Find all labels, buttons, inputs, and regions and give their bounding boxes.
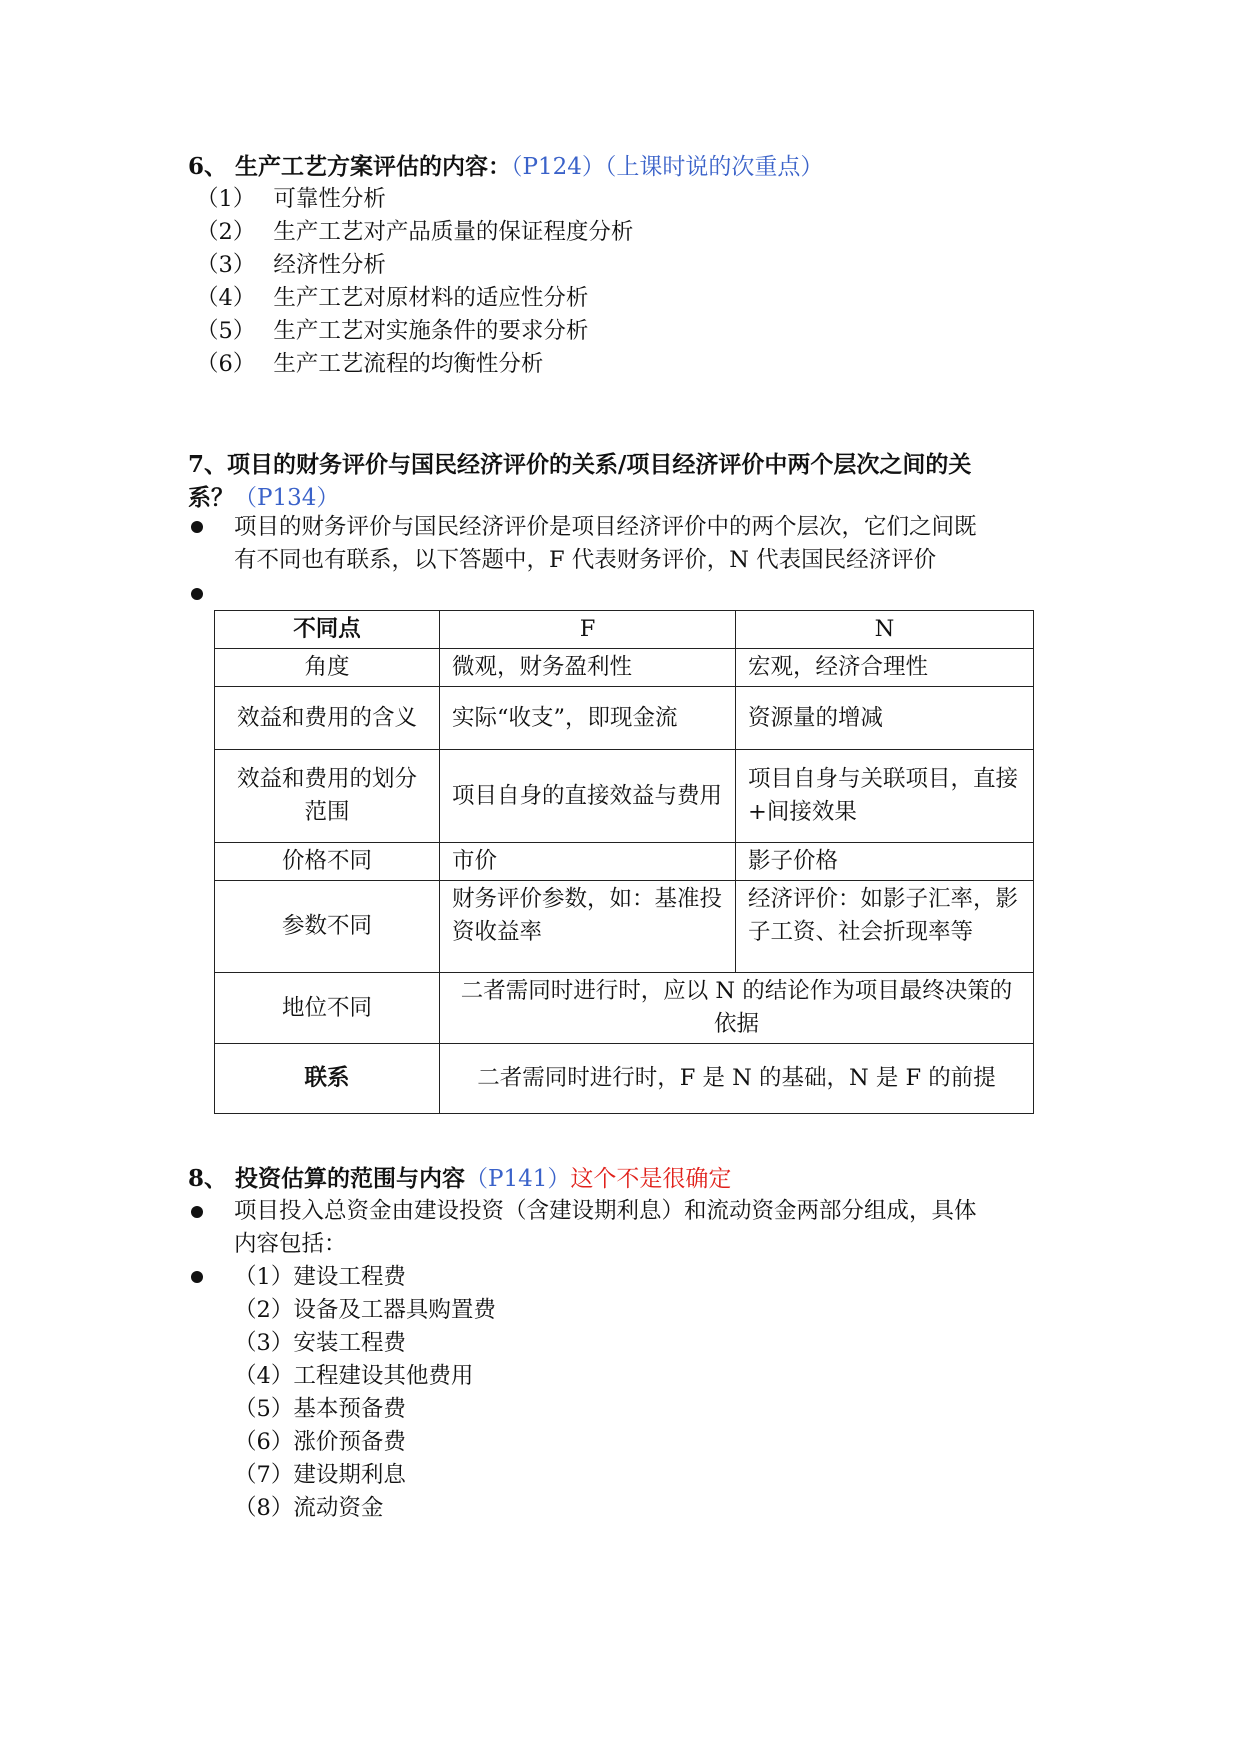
table-header-cell: F (440, 611, 736, 649)
table-cell: 二者需同时进行时，F 是 N 的基础，N 是 F 的前提 (440, 1044, 1034, 1114)
comparison-table (214, 610, 1034, 1114)
table-row (215, 881, 1034, 973)
bullet-icon (191, 1271, 203, 1283)
table-cell: 微观，财务盈利性 (440, 649, 736, 687)
list-item: （4）工程建设其他费用 (234, 1363, 474, 1389)
list-item: （8）流动资金 (234, 1495, 384, 1521)
table-cell: 效益和费用的划分范围 (215, 750, 440, 843)
bullet-icon (191, 588, 203, 600)
section-7-bullet-text-line2: 有不同也有联系，以下答题中，F 代表财务评价，N 代表国民经济评价 (234, 547, 937, 573)
section-8-note: 这个不是很确定 (570, 1166, 732, 1192)
table-cell: 地位不同 (215, 973, 440, 1044)
table-row (215, 843, 1034, 881)
table-cell: 项目自身的直接效益与费用 (440, 750, 736, 843)
section-8-reference: （P141） (465, 1166, 571, 1192)
list-item: （3）安装工程费 (234, 1330, 406, 1356)
list-item: （2）设备及工器具购置费 (234, 1297, 496, 1323)
section-8-heading (188, 1162, 731, 1196)
section-7-bullet-text-line1: 项目的财务评价与国民经济评价是项目经济评价中的两个层次，它们之间既 (234, 514, 977, 540)
list-item: （7）建设期利息 (234, 1462, 406, 1488)
table-cell: 财务评价参数，如：基准投资收益率 (440, 881, 736, 973)
table-row (215, 750, 1034, 843)
table-cell: 二者需同时进行时，应以 N 的结论作为项目最终决策的依据 (440, 973, 1034, 1044)
section-6-title: 6、 生产工艺方案评估的内容： (188, 153, 512, 180)
list-item: （5） 生产工艺对实施条件的要求分析 (196, 318, 589, 344)
list-item: （6）涨价预备费 (234, 1429, 406, 1455)
section-8-bullet-text-line2: 内容包括： (234, 1231, 347, 1257)
table-cell: 参数不同 (215, 881, 440, 973)
section-8-bullet-text-line1: 项目投入总资金由建设投资（含建设期利息）和流动资金两部分组成，具体 (234, 1198, 977, 1224)
table-cell: 项目自身与关联项目，直接+间接效果 (736, 750, 1034, 843)
table-header-cell: 不同点 (215, 611, 440, 649)
table-cell: 宏观，经济合理性 (736, 649, 1034, 687)
section-6-reference: （P124）（上课时说的次重点） (511, 154, 824, 180)
table-cell: 联系 (215, 1044, 440, 1114)
table-row (215, 1044, 1034, 1114)
bullet-icon (191, 521, 203, 533)
table-cell: 资源量的增减 (736, 687, 1034, 750)
section-7-reference: （P134） (234, 485, 340, 511)
list-item: （6） 生产工艺流程的均衡性分析 (196, 351, 544, 377)
list-item: （1） 可靠性分析 (196, 186, 386, 212)
bullet-icon (191, 1206, 203, 1218)
table-cell: 经济评价：如影子汇率，影子工资、社会折现率等 (736, 881, 1034, 973)
list-item: （4） 生产工艺对原材料的适应性分析 (196, 285, 589, 311)
table-cell: 影子价格 (736, 843, 1034, 881)
section-7-title-line1: 7、项目的财务评价与国民经济评价的关系/项目经济评价中两个层次之间的关 (188, 451, 972, 478)
table-row (215, 687, 1034, 750)
section-8-title: 8、 投资估算的范围与内容 (188, 1165, 466, 1192)
section-6-heading (188, 150, 823, 184)
table-row (215, 973, 1034, 1044)
list-item: （5）基本预备费 (234, 1396, 406, 1422)
section-7-title-line2: 系？ (188, 484, 234, 511)
table-cell: 实际“收支”，即现金流 (440, 687, 736, 750)
list-item: （2） 生产工艺对产品质量的保证程度分析 (196, 219, 634, 245)
table-cell: 市价 (440, 843, 736, 881)
table-header-cell: N (736, 611, 1034, 649)
table-header-row (215, 611, 1034, 649)
table-row (215, 649, 1034, 687)
list-item: （3） 经济性分析 (196, 252, 386, 278)
section-7-heading-line2 (188, 481, 339, 515)
table-cell: 角度 (215, 649, 440, 687)
list-item: （1）建设工程费 (234, 1264, 406, 1290)
table-cell: 价格不同 (215, 843, 440, 881)
table-cell: 效益和费用的含义 (215, 687, 440, 750)
